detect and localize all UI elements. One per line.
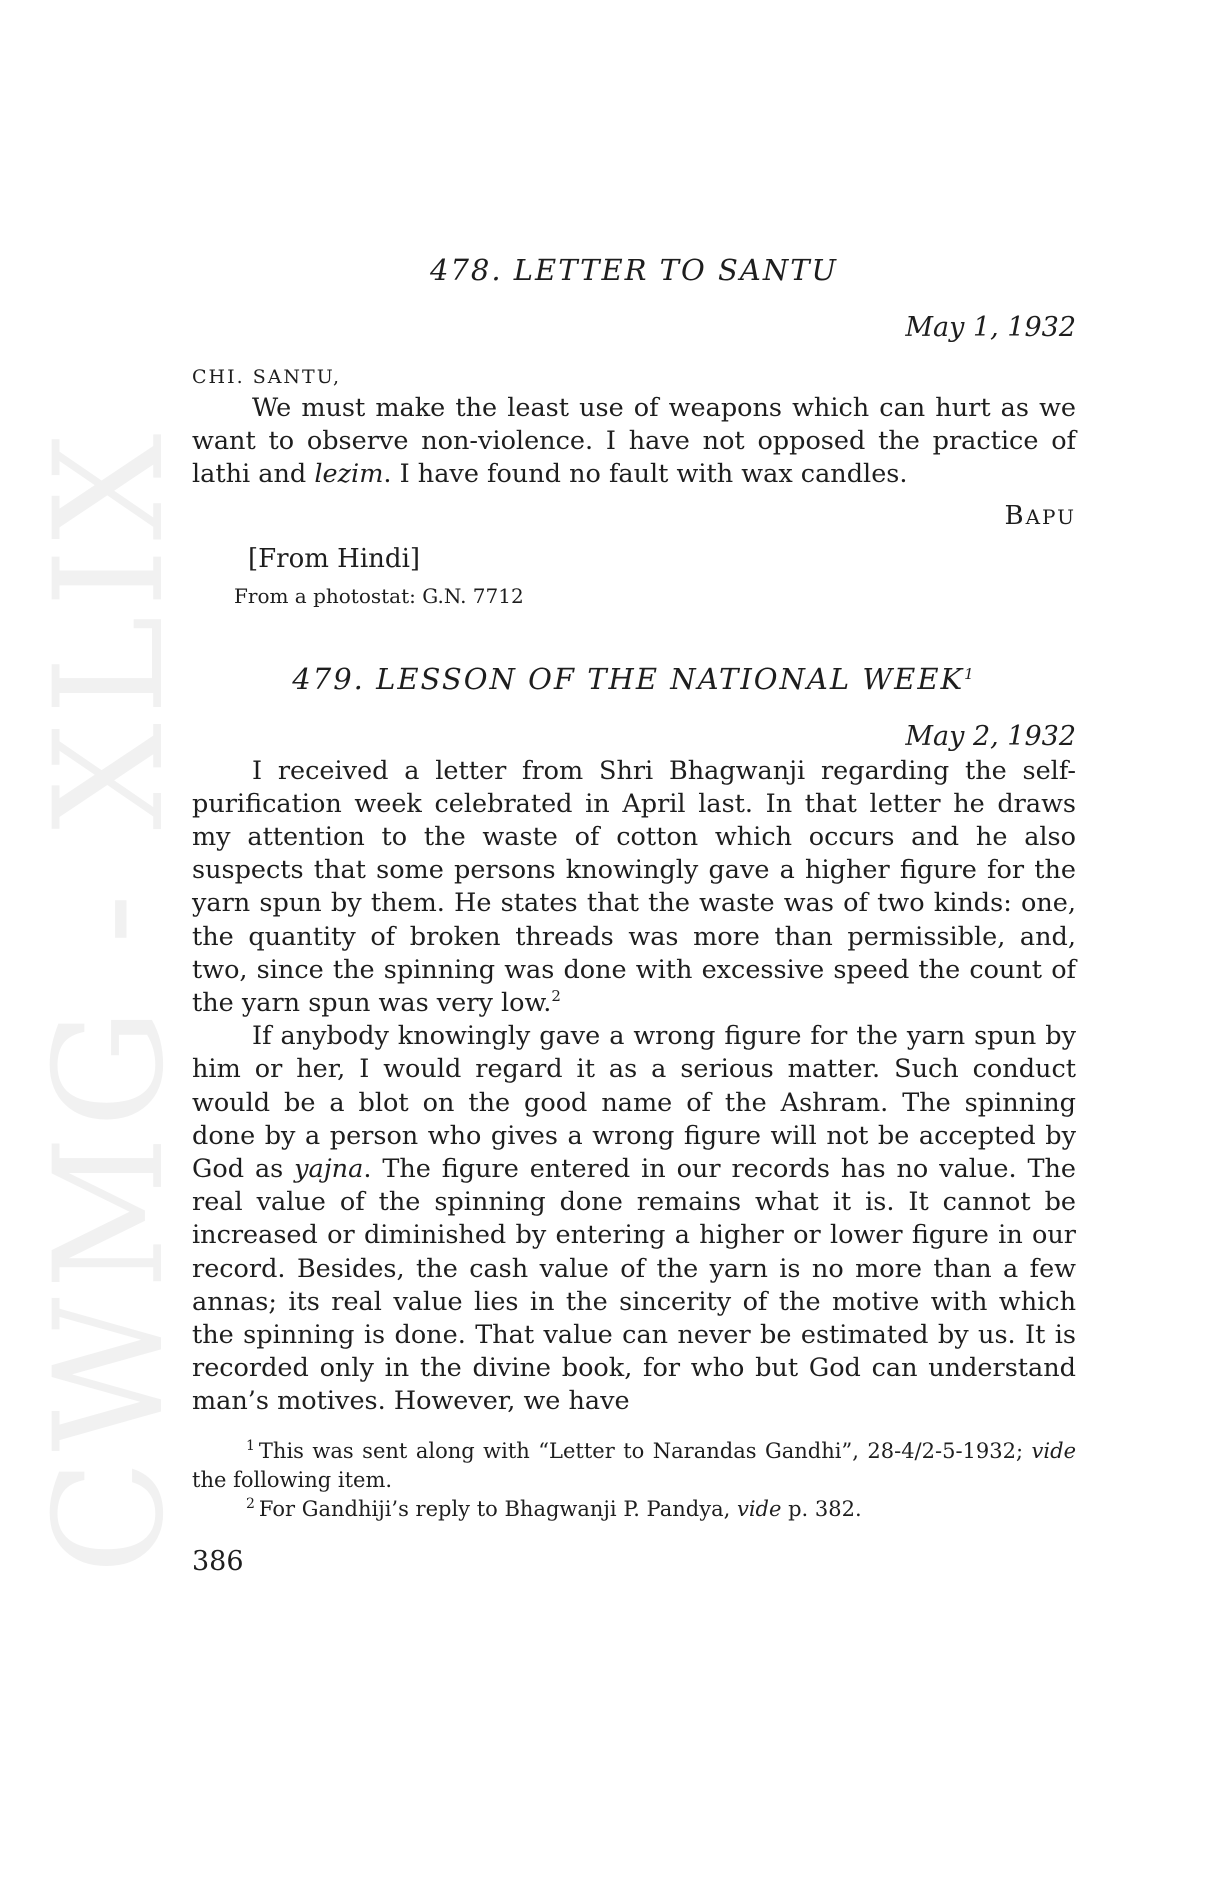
footnote-italic: vide bbox=[736, 1496, 782, 1521]
footnote-number: 1 bbox=[246, 1437, 255, 1454]
salutation: CHI. SANTU, bbox=[192, 366, 342, 388]
title-text: 479. LESSON OF THE NATIONAL WEEK bbox=[292, 661, 965, 696]
footnote-ref: 1 bbox=[964, 664, 976, 683]
letter-body bbox=[192, 392, 1076, 492]
paragraph-1 bbox=[192, 755, 1076, 1021]
footnote-ref: 2 bbox=[551, 987, 561, 1006]
signature-rest: APU bbox=[1025, 504, 1076, 529]
footnote-text: the following item. bbox=[192, 1467, 393, 1492]
body-italic: yajna bbox=[294, 1154, 364, 1185]
page-number: 386 bbox=[192, 1545, 244, 1577]
article-479 bbox=[192, 659, 1076, 1419]
footnotes bbox=[192, 1437, 1076, 1524]
footnote-1 bbox=[192, 1437, 1076, 1495]
footnote-text: p. 382. bbox=[781, 1496, 862, 1521]
letter-date: May 1, 1932 bbox=[905, 312, 1076, 343]
signature bbox=[192, 498, 1076, 535]
body-text: I received a letter from Shri Bhagwanji regarding the self-purification week celebrated in April last. In that letter he draws my attention to the waste of cotton which occurs and he also suspects that some persons knowingly gave a higher figure for the yarn spun by them. He states that the waste was of two kinds: one, the quantity of broken threads was more than permissible, and, two, since the spinning was done with excessive speed the count of the yarn spun was very low. bbox=[192, 755, 1076, 1019]
watermark: CWMG - XLIX bbox=[23, 425, 197, 1575]
body-text: . I have found no fault with wax candles. bbox=[383, 459, 908, 490]
section-title bbox=[192, 659, 1076, 699]
footnote-text: For Gandhiji’s reply to Bhagwanji P. Pandya, bbox=[258, 1496, 737, 1521]
footnote-2 bbox=[192, 1495, 1076, 1524]
body-text: If anybody knowingly gave a wrong figure for the yarn spun by him or her, I would regard it as a serious matter. Such conduct would be a blot on the good name of the Ashram. The spinning done by a person who gives a wrong figure will not be accepted by God as bbox=[192, 1021, 1076, 1185]
paragraph-2 bbox=[192, 1020, 1076, 1418]
page-content bbox=[192, 250, 1076, 1577]
footnote-number: 2 bbox=[246, 1495, 255, 1512]
footnote-italic: vide bbox=[1031, 1438, 1076, 1463]
body-text: We must make the least use of weapons which can hurt as we want to observe non-violence. I have not opposed the practice of lathi and bbox=[192, 393, 1076, 490]
article-date: May 2, 1932 bbox=[905, 720, 1076, 752]
footnote-text: This was sent along with “Letter to Narandas Gandhi”, 28-4/2-5-1932; bbox=[258, 1438, 1032, 1463]
source-note: From a photostat: G.N. 7712 bbox=[234, 583, 524, 608]
letter-478 bbox=[192, 250, 1076, 611]
signature-initial: B bbox=[1004, 500, 1026, 531]
section-title: 478. LETTER TO SANTU bbox=[430, 253, 838, 287]
body-italic: lezim bbox=[314, 459, 384, 490]
body-text: . The figure entered in our records has no value. The real value of the spinning done remains what it is. It cannot be increased or diminished by entering a higher or lower figure in our record. Besides, the cash value of the yarn is no more than a few annas; its real value lies in the sincerity of the motive with which the spinning is done. That value can never be estimated by us. It is recorded only in the divine book, for who but God can understand man’s motives. However, we have bbox=[192, 1154, 1076, 1417]
from-language: [From Hindi] bbox=[248, 543, 421, 574]
